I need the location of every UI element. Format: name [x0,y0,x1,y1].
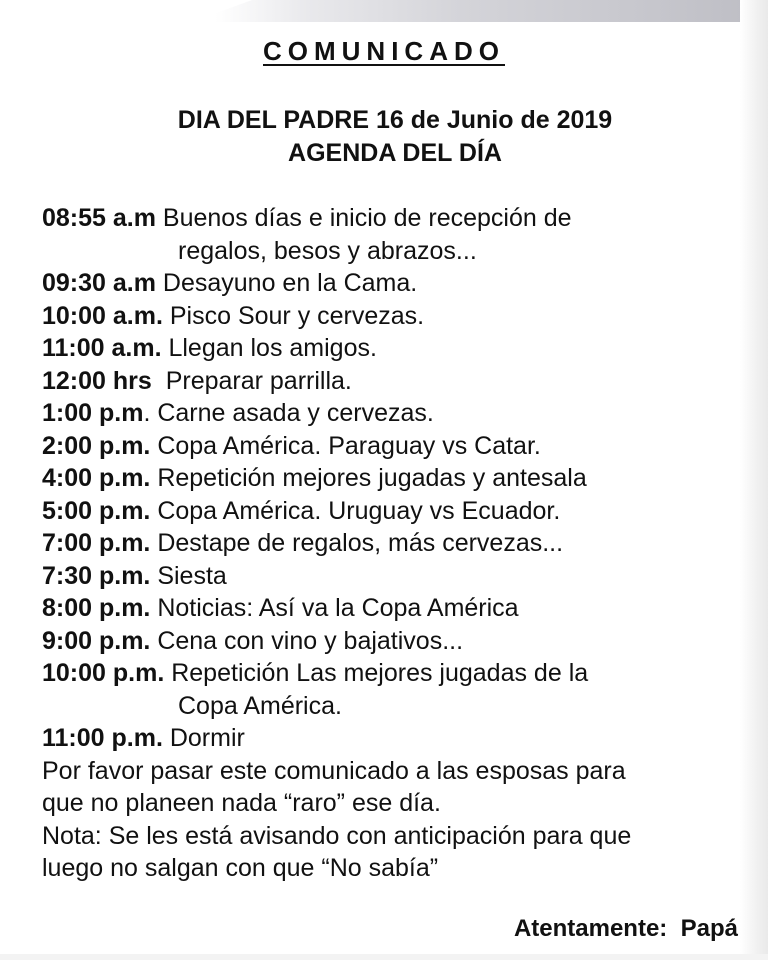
agenda-time: 5:00 p.m. [42,496,151,525]
agenda-activity: Repetición mejores jugadas y antesala [150,464,587,492]
signature: Atentamente: Papá [513,915,738,942]
agenda-activity: Cena con vino y bajativos... [150,626,464,655]
agenda-activity: Pisco Sour y cervezas. [162,301,425,330]
agenda-time: 9:00 p.m. [42,626,151,655]
agenda-item [42,625,742,658]
note-line: Nota: Se les está avisando con anticipación para que [42,821,632,850]
note-line: que no planeen nada “raro” ese día. [42,789,441,817]
agenda-activity: Siesta [150,561,227,590]
agenda-item-continuation: regalos, besos y abrazos... [178,236,477,265]
agenda-item [42,462,742,495]
agenda-time: 10:00 p.m. [42,659,165,687]
agenda-activity: Buenos días e inicio de recepción de [155,204,572,232]
agenda-item [42,592,742,625]
agenda-item [42,267,742,300]
agenda-activity: Llegan los amigos. [161,334,377,362]
agenda-time: 1:00 p.m [42,399,144,427]
bottom-page-edge [0,954,768,960]
agenda-time: 4:00 p.m. [42,464,151,492]
agenda-item [42,332,742,365]
agenda-item [42,527,742,560]
agenda-activity: . Carne asada y cervezas. [143,399,434,427]
agenda-item [42,495,742,528]
agenda-item [42,657,742,690]
event-date-heading: DIA DEL PADRE 16 de Junio de 2019 [177,106,613,134]
agenda-time: 12:00 hrs [42,366,152,395]
band-cut-shape [170,0,290,22]
agenda-item [42,397,742,430]
agenda-item [42,365,742,398]
agenda-activity: Noticias: Así va la Copa América [150,594,519,622]
agenda-activity: Repetición Las mejores jugadas de la [164,659,589,687]
agenda-time: 2:00 p.m. [42,431,151,460]
agenda-time: 08:55 a.m [42,204,156,232]
agenda-activity: Dormir [162,724,245,752]
agenda-time: 7:30 p.m. [42,561,151,590]
agenda-item-continuation: Copa América. [178,691,342,720]
agenda-time: 11:00 a.m. [42,334,162,362]
agenda-item [42,202,742,235]
agenda-activity: Copa América. Uruguay vs Ecuador. [150,496,561,525]
agenda-item [42,300,742,333]
agenda-activity: Desayuno en la Cama. [155,269,418,297]
agenda-item [42,430,742,463]
agenda-item [42,722,742,755]
agenda-activity: Preparar parrilla. [151,366,352,395]
agenda-item [42,560,742,593]
agenda-time: 09:30 a.m [42,269,156,297]
watermark-logo [632,0,724,20]
agenda-time: 7:00 p.m. [42,529,151,557]
note-line: Por favor pasar este comunicado a las esposas para [42,756,626,785]
note-line: luego no salgan con que “No sabía” [42,854,439,882]
agenda-activity: Destape de regalos, más cervezas... [150,529,564,557]
agenda-time: 11:00 p.m. [42,724,163,752]
agenda-time: 8:00 p.m. [42,594,151,622]
agenda-time: 10:00 a.m. [42,301,163,330]
agenda-heading: AGENDA DEL DÍA [288,139,502,167]
agenda-activity: Copa América. Paraguay vs Catar. [150,431,541,460]
document-title: COMUNICADO [263,36,505,66]
agenda-list [42,202,742,885]
